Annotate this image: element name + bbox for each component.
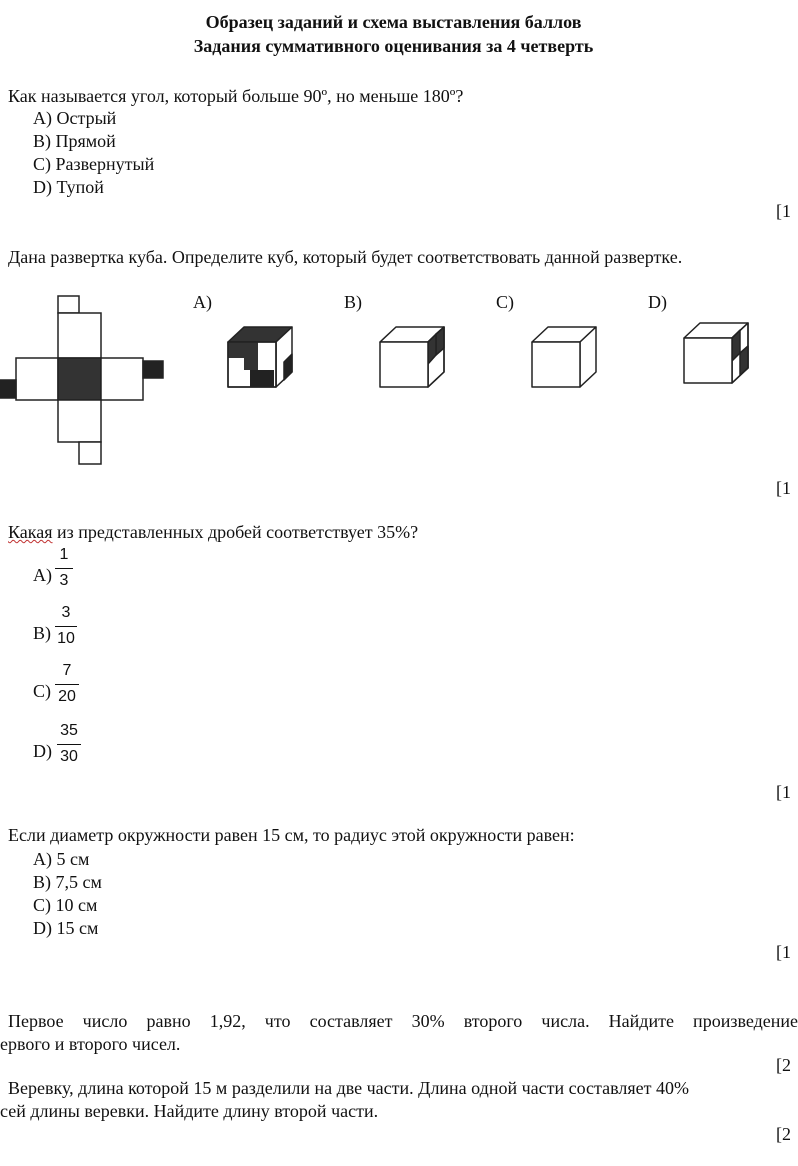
question-5-line-1: Первое число равно 1,92, что составляет 30% второго числа. Найдите произведение [8, 1011, 798, 1031]
cube-option-d-label: D) [648, 292, 667, 312]
cube-option-a-label: A) [193, 292, 212, 312]
question-6-line-1: Веревку, длина которой 15 м разделили на две части. Длина одной части составляет 40% [8, 1078, 689, 1098]
cube-option-a [226, 324, 296, 390]
fraction-bar [55, 568, 73, 569]
question-4-option-d: D) 15 см [33, 918, 99, 938]
fraction-numerator: 7 [62, 662, 72, 679]
fraction-denominator: 20 [58, 688, 76, 705]
fraction-numerator: 1 [59, 546, 69, 563]
fraction-denominator: 10 [57, 630, 75, 647]
cube-option-b [378, 324, 448, 390]
fraction-numerator: 3 [61, 604, 71, 621]
question-4-text: Если диаметр окружности равен 15 см, то радиус этой окружности равен: [8, 825, 575, 845]
cube-option-c [530, 324, 600, 390]
question-3-option-d-fraction [57, 721, 81, 767]
question-2-score: [1 [776, 478, 791, 498]
question-3-score: [1 [776, 782, 791, 802]
cube-option-c-label: C) [496, 292, 514, 312]
document-title: Образец заданий и схема выставления баллов [205, 12, 582, 32]
question-4-score: [1 [776, 942, 791, 962]
question-3-option-a-label: A) [33, 565, 52, 585]
fraction-denominator: 30 [60, 748, 78, 765]
question-3-option-d-label: D) [33, 741, 52, 761]
question-6-line-2: сей длины веревки. Найдите длину второй части. [0, 1101, 379, 1121]
question-5-line-2: ервого и второго чисел. [0, 1034, 181, 1054]
fraction-numerator: 35 [60, 722, 78, 739]
question-3-option-b-fraction [55, 603, 77, 649]
question-1-option-c: C) Развернутый [33, 154, 155, 174]
question-3-option-c-label: C) [33, 681, 51, 701]
question-6-score: [2 [776, 1124, 791, 1144]
fraction-denominator: 3 [59, 572, 69, 589]
fraction-bar [55, 626, 77, 627]
cube-option-d [682, 320, 752, 386]
question-1-score: [1 [776, 201, 791, 221]
fraction-bar [55, 684, 79, 685]
question-4-option-c: C) 10 см [33, 895, 98, 915]
document-subtitle: Задания суммативного оценивания за 4 четверть [193, 36, 594, 56]
question-1-option-a: A) Острый [33, 108, 117, 128]
question-3-text-first-word: Какая [8, 522, 53, 542]
fraction-bar [57, 744, 81, 745]
question-3-option-c-fraction [55, 661, 79, 707]
question-2-text: Дана развертка куба. Определите куб, который будет соответствовать данной развертке. [8, 247, 683, 267]
question-1-option-d: D) Тупой [33, 177, 104, 197]
question-3-text-rest: из представленных дробей соответствует 35%? [52, 522, 419, 542]
question-3-option-b-label: B) [33, 623, 51, 643]
cube-option-b-label: B) [344, 292, 362, 312]
question-1-text: Как называется угол, который больше 90º, но меньше 180º? [8, 86, 464, 106]
question-4-option-a: A) 5 см [33, 849, 90, 869]
cube-net-figure [0, 290, 170, 470]
question-5-score: [2 [776, 1055, 791, 1075]
question-4-option-b: B) 7,5 см [33, 872, 102, 892]
question-3-text [8, 522, 418, 543]
question-1-option-b: B) Прямой [33, 131, 116, 151]
question-3-option-a-fraction [55, 545, 73, 591]
